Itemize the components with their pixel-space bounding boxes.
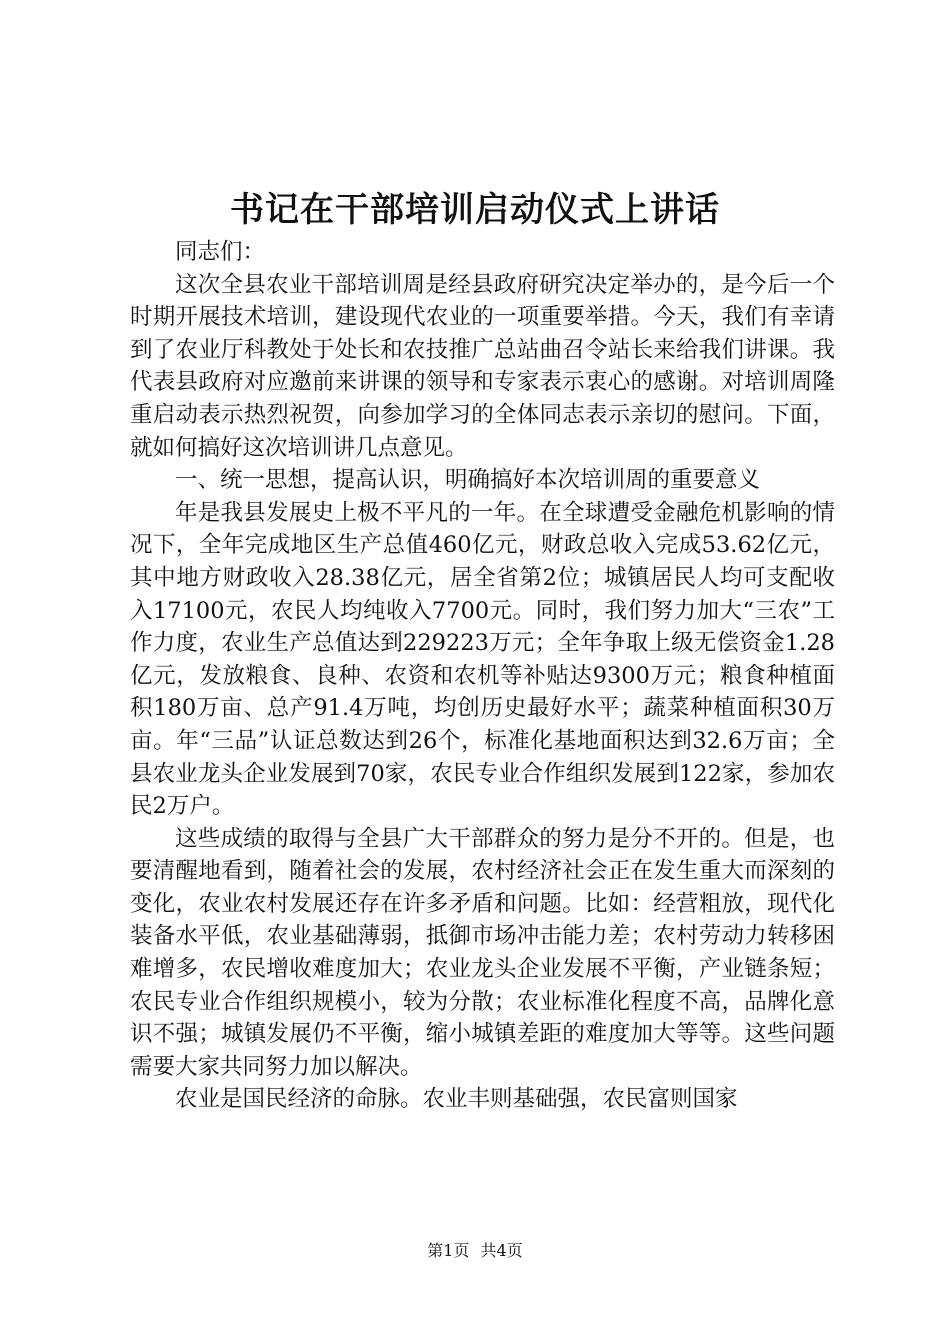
page-number: 第1页 <box>427 1241 470 1260</box>
section-heading-1: 一、统一思想，提高认识，明确搞好本次培训周的重要意义 <box>175 467 761 494</box>
page-total: 共4页 <box>480 1241 523 1260</box>
document-body <box>130 236 835 1116</box>
paragraph-achievements: 年是我县发展史上极不平凡的一年。在全球遭受金融危机影响的情况下，全年完成地区生产总值460亿元，财政总收入完成53.62亿元，其中地方财政收入28.38亿元，居全省第2位；城镇居民人均可支配收入17100元，农民人均纯收入7700元。同时，我们努力加大“三农”工作力度，农业生产总值达到229223万元；全年争取上级无偿资金1.28亿元，发放粮食、良种、农资和农机等补贴达9300万元；粮食种植面积180万亩、总产91.4万吨，均创历史最好水平；蔬菜种植面积30万亩。年“三品”认证总数达到26个，标准化基地面积达到32.6万亩；全县农业龙头企业发展到70家，农民专业合作组织发展到122家，参加农民2万户。 <box>130 499 835 820</box>
paragraph-salutation: 同志们： <box>175 239 266 265</box>
paragraph-problems: 这些成绩的取得与全县广大干部群众的努力是分不开的。但是，也要清醒地看到，随着社会的发展，农村经济社会正在发生重大而深刻的变化，农业农村发展还存在许多矛盾和问题。比如：经营粗放，现代化装备水平低，农业基础薄弱，抵御市场冲击能力差；农村劳动力转移困难增多，农民增收难度加大；农业龙头企业发展不平衡，产业链条短；农民专业合作组织规模小，较为分散；农业标准化程度不高，品牌化意识不强；城镇发展仍不平衡，缩小城镇差距的难度加大等等。这些问题需要大家共同努力加以解决。 <box>130 825 835 1080</box>
page-footer <box>0 1240 950 1262</box>
document-title: 书记在干部培训启动仪式上讲话 <box>230 190 720 230</box>
paragraph-agriculture: 农业是国民经济的命脉。农业丰则基础强，农民富则国家 <box>175 1086 738 1113</box>
paragraph-intro: 这次全县农业干部培训周是经县政府研究决定举办的，是今后一个时期开展技术培训，建设现代农业的一项重要举措。今天，我们有幸请到了农业厅科教处于处长和农技推广总站曲召令站长来给我们讲课。我代表县政府对应邀前来讲课的领导和专家表示衷心的感谢。对培训周隆重启动表示热烈祝贺，向参加学习的全体同志表示亲切的慰问。下面，就如何搞好这次培训讲几点意见。 <box>130 271 835 461</box>
